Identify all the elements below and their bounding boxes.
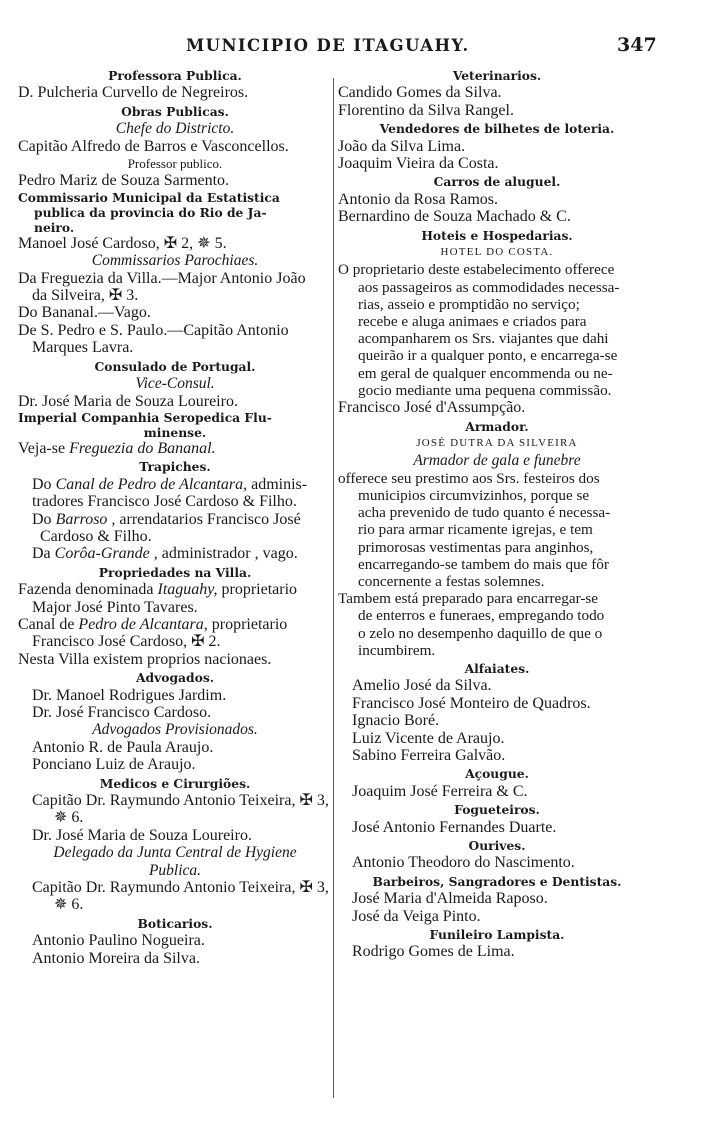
section-heading: Propriedades na Villa. [98,564,252,580]
entry: Capitão Dr. Raymundo Antonio Teixeira, ✠ 3, [32,792,329,810]
place-name: Canal de Pedro de Alcantara, [55,475,248,493]
section-heading: Medicos e Cirurgiões. [99,775,251,791]
cross-reference: Freguezia do Bananal. [69,439,216,457]
business-name: JOSÉ DUTRA DA SILVEIRA [416,436,578,449]
running-title: MUNICIPIO DE ITAGUAHY. [186,36,470,55]
text: Veja-se [18,439,70,457]
text: proprietario [217,581,298,599]
entry: José Maria d'Almeida Raposo. [352,890,548,908]
place-name: Pedro de Alcantara, [78,615,208,633]
subheading: Delegado da Junta Central de Hygiene [53,844,297,862]
section-heading: Açougue. [465,766,529,782]
advertisement-text [338,261,656,399]
heading-line: publica da provincia do Rio de Ja- [34,204,267,220]
heading-line: Imperial Companhia Seropedica Flu- [18,409,272,425]
entry [18,616,332,633]
text-line: acompanharem os Srs. viajantes que dahi [358,330,609,348]
entry: João da Silva Lima. [338,137,466,155]
entry [18,476,332,493]
text: Canal de [18,615,79,633]
advertisement-text [338,470,656,659]
section-heading: Obras Publicas. [121,103,229,119]
subheading: Armador de gala e funebre [413,452,581,470]
entry-continuation: tradores Francisco José Cardoso & Filho. [32,493,297,511]
page-header [0,36,704,60]
section-heading: Barbeiros, Sangradores e Dentistas. [372,873,622,889]
text: adminis- [247,475,308,493]
section-heading: Vendedores de bilhetes de loteria. [379,121,615,137]
subheading: Professor publico. [127,156,223,172]
entry: Dr. José Maria de Souza Loureiro. [18,392,238,410]
text-line: rias, asseio e promptidão no serviço; [358,295,580,313]
text: Fazenda denominada [18,581,158,599]
section-heading: Funileiro Lampista. [429,927,565,943]
entry [18,581,332,598]
text-line: de enterros e funeraes, empregando todo [358,607,605,625]
heading-line: Commissario Municipal da Estatistica [18,189,280,205]
place-name: Barroso , [55,510,116,528]
text-line: offerece seu prestimo aos Srs. festeiros dos [338,469,600,487]
subheading: Vice-Consul. [135,375,215,393]
entry-continuation: Major José Pinto Tavares. [32,598,198,616]
entry: Antonio Paulino Nogueira. [32,932,205,950]
section-heading-block [18,410,332,440]
section-heading: Carros de aluguel. [433,174,561,190]
entry: Rodrigo Gomes de Lima. [352,943,515,961]
text: Do [32,510,56,528]
text-line: encarregando-se tambem do mais que fôr [358,555,609,573]
section-heading: Fogueteiros. [454,802,540,818]
entry [18,440,332,457]
section-heading: Consulado de Portugal. [94,358,256,374]
entry: De S. Pedro e S. Paulo.—Capitão Antonio [18,321,289,339]
text: arrendatarios Francisco José [115,510,301,528]
entry: Capitão Alfredo de Barros e Vasconcellos. [18,137,289,155]
subheading: Advogados Provisionados. [92,721,258,739]
section-heading: Hoteis e Hospedarias. [421,227,573,243]
section-heading: Advogados. [135,670,215,686]
entry: Pedro Mariz de Souza Sarmento. [18,172,230,190]
entry: Antonio Moreira da Silva. [32,949,200,967]
entry: Ponciano Luiz de Araujo. [32,756,196,774]
entry-continuation: Marques Lavra. [32,339,134,357]
left-column [18,66,332,967]
entry [18,511,332,528]
section-heading: Alfaiates. [464,660,530,676]
text-line: municipios circumvizinhos, porque se [358,486,590,504]
entry: Manoel José Cardoso, ✠ 2, ✵ 5. [18,234,227,252]
business-name: HOTEL DO COSTA. [440,246,554,259]
entry: Capitão Dr. Raymundo Antonio Teixeira, ✠ 3, [32,879,329,897]
entry: Da Freguezia da Villa.—Major Antonio João [18,269,306,287]
page-number: 347 [617,34,657,56]
text-line: incumbirem. [358,641,436,659]
text-line: Tambem está preparado para encarregar-se [338,590,599,608]
right-column [338,66,656,961]
entry-continuation: ✵ 6. [54,809,84,827]
heading-line: neiro. [34,219,75,235]
entry: Florentino da Silva Rangel. [338,101,514,119]
entry: José da Veiga Pinto. [352,907,481,925]
text-line: O proprietario deste estabelecimento offerece [338,261,615,279]
entry-continuation: ✵ 6. [54,896,84,914]
entry: Antonio R. de Paula Araujo. [32,738,214,756]
entry: Antonio da Rosa Ramos. [338,190,498,208]
entry: Candido Gomes da Silva. [338,84,502,102]
entry: Sabino Ferreira Galvão. [352,746,506,764]
subheading: Commissarios Parochiaes. [91,252,259,270]
text-line: rio para armar ricamente igrejas, e tem [358,521,593,539]
section-heading: Ourives. [468,838,526,854]
entry: Joaquim José Ferreira & C. [352,782,528,800]
section-heading: Professora Publica. [108,68,242,83]
text-line: concernente a festas solemnes. [358,572,545,590]
subheading: Chefe do Districto. [115,120,235,138]
entry: D. Pulcheria Curvello de Negreiros. [18,84,249,102]
entry-continuation: Cardoso & Filho. [40,527,152,545]
entry: Francisco José d'Assumpção. [338,399,526,417]
text: Da [32,545,55,563]
text-line: primorosas vestimentas para anginhos, [358,538,594,556]
text-line: em geral de qualquer encommenda ou ne- [358,364,613,382]
place-name: Corôa-Grande , [54,545,158,563]
text-line: aos passageiros as commodidades necessa- [358,278,620,296]
entry: Dr. José Francisco Cardoso. [32,704,212,721]
entry: Do Bananal.—Vago. [18,304,151,322]
entry: Nesta Villa existem proprios nacionaes. [18,650,272,668]
section-heading-block [18,190,332,235]
section-heading: Trapiches. [139,459,211,475]
entry: Luiz Vicente de Araujo. [352,729,505,747]
entry: Ignacio Boré. [352,712,440,730]
entry-continuation: Francisco José Cardoso, ✠ 2. [32,633,221,651]
entry: José Antonio Fernandes Duarte. [352,818,557,836]
entry: Antonio Theodoro do Nascimento. [352,854,575,872]
text: administrador , vago. [157,545,298,563]
column-divider [333,78,334,1098]
text: Do [32,475,56,493]
entry-continuation: da Silveira, ✠ 3. [32,287,139,305]
section-heading: Boticarios. [137,915,213,931]
text-line: recebe e aluga animaes e criados para [358,313,587,331]
text-line: queirão ir a qualquer ponto, e encarrega-se [358,347,618,365]
entry: Bernardino de Souza Machado & C. [338,208,571,226]
heading-line: minense. [143,424,207,440]
subheading: Publica. [148,861,202,879]
text-line: o zelo no desempenho daquillo de que o [358,624,603,642]
place-name: Itaguahy, [157,581,218,599]
section-heading: Veterinarios. [452,68,542,83]
entry: Dr. José Maria de Souza Loureiro. [32,826,252,844]
entry: Dr. Manoel Rodrigues Jardim. [32,686,227,704]
entry: Joaquim Vieira da Costa. [338,155,499,173]
text-line: acha prevenido de tudo quanto é necessa- [358,504,611,522]
section-heading: Armador. [465,418,529,434]
text-line: gocio mediante uma pequena commissão. [358,381,612,399]
entry: Francisco José Monteiro de Quadros. [352,694,591,712]
entry [18,545,332,562]
text: proprietario [207,615,288,633]
entry: Amelio José da Silva. [352,677,492,695]
